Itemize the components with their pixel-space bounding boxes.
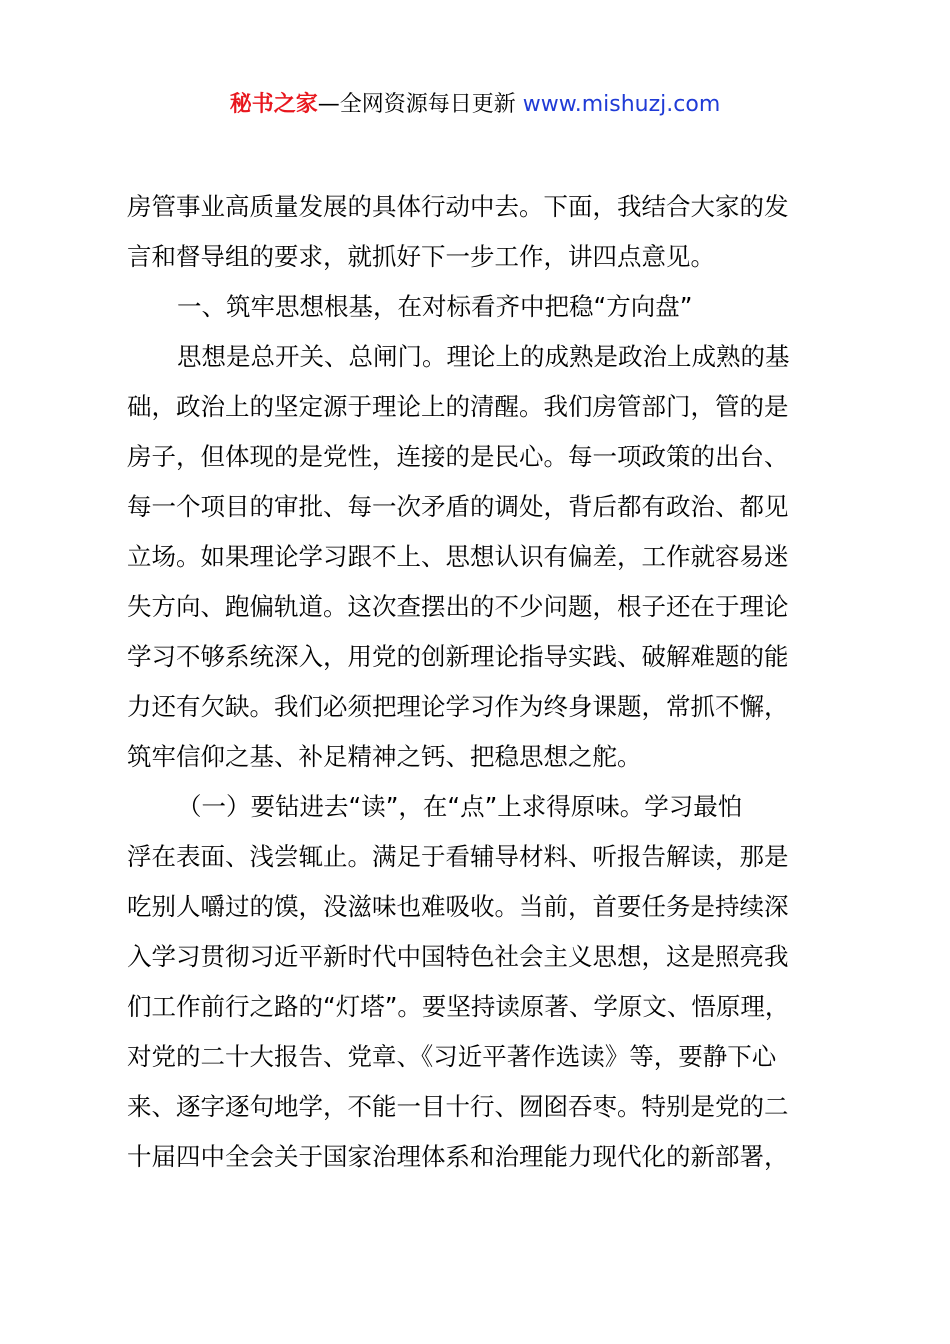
website-link[interactable]: www.mishuzj.com	[522, 92, 721, 117]
brand-name: 秘书之家	[229, 92, 318, 117]
paragraph-line: 对党的二十大报告、党章、《习近平著作选读》等，要静下心	[127, 1042, 777, 1071]
paragraph-line: 房子，但体现的是党性，连接的是民心。每一项政策的出台、	[127, 442, 789, 471]
paragraph-line: 立场。如果理论学习跟不上、思想认识有偏差，工作就容易迷	[127, 542, 789, 571]
header-tagline: —全网资源每日更新	[317, 92, 523, 117]
paragraph-line: 每一个项目的审批、每一次矛盾的调处，背后都有政治、都见	[127, 492, 789, 521]
paragraph-line: 筑牢信仰之基、补足精神之钙、把稳思想之舵。	[127, 742, 642, 771]
paragraph-line: （一）要钻进去“读”，在“点”上求得原味。学习最怕	[177, 792, 743, 821]
page-header	[0, 88, 950, 122]
paragraph-line: 入学习贯彻习近平新时代中国特色社会主义思想，这是照亮我	[127, 942, 789, 971]
document-body	[127, 182, 827, 1182]
paragraph-line: 十届四中全会关于国家治理体系和治理能力现代化的新部署，	[127, 1142, 789, 1171]
paragraph-line: 思想是总开关、总闸门。理论上的成熟是政治上成熟的基	[177, 342, 790, 371]
paragraph-line: 们工作前行之路的“灯塔”。要坚持读原著、学原文、悟原理，	[127, 992, 790, 1021]
paragraph-line: 房管事业高质量发展的具体行动中去。下面，我结合大家的发	[127, 192, 789, 221]
paragraph-line: 学习不够系统深入，用党的创新理论指导实践、破解难题的能	[127, 642, 789, 671]
paragraph-line: 失方向、跑偏轨道。这次查摆出的不少问题，根子还在于理论	[127, 592, 789, 621]
paragraph-line: 吃别人嚼过的馍，没滋味也难吸收。当前，首要任务是持续深	[127, 892, 789, 921]
paragraph-line: 言和督导组的要求，就抓好下一步工作，讲四点意见。	[127, 242, 715, 271]
paragraph-line: 力还有欠缺。我们必须把理论学习作为终身课题，常抓不懈，	[127, 692, 789, 721]
section-heading: 一、筑牢思想根基，在对标看齐中把稳“方向盘”	[177, 292, 693, 321]
paragraph-line: 浮在表面、浅尝辄止。满足于看辅导材料、听报告解读，那是	[127, 842, 789, 871]
paragraph-line: 来、逐字逐句地学，不能一目十行、囫囵吞枣。特别是党的二	[127, 1092, 789, 1121]
paragraph-line: 础，政治上的坚定源于理论上的清醒。我们房管部门，管的是	[127, 392, 789, 421]
